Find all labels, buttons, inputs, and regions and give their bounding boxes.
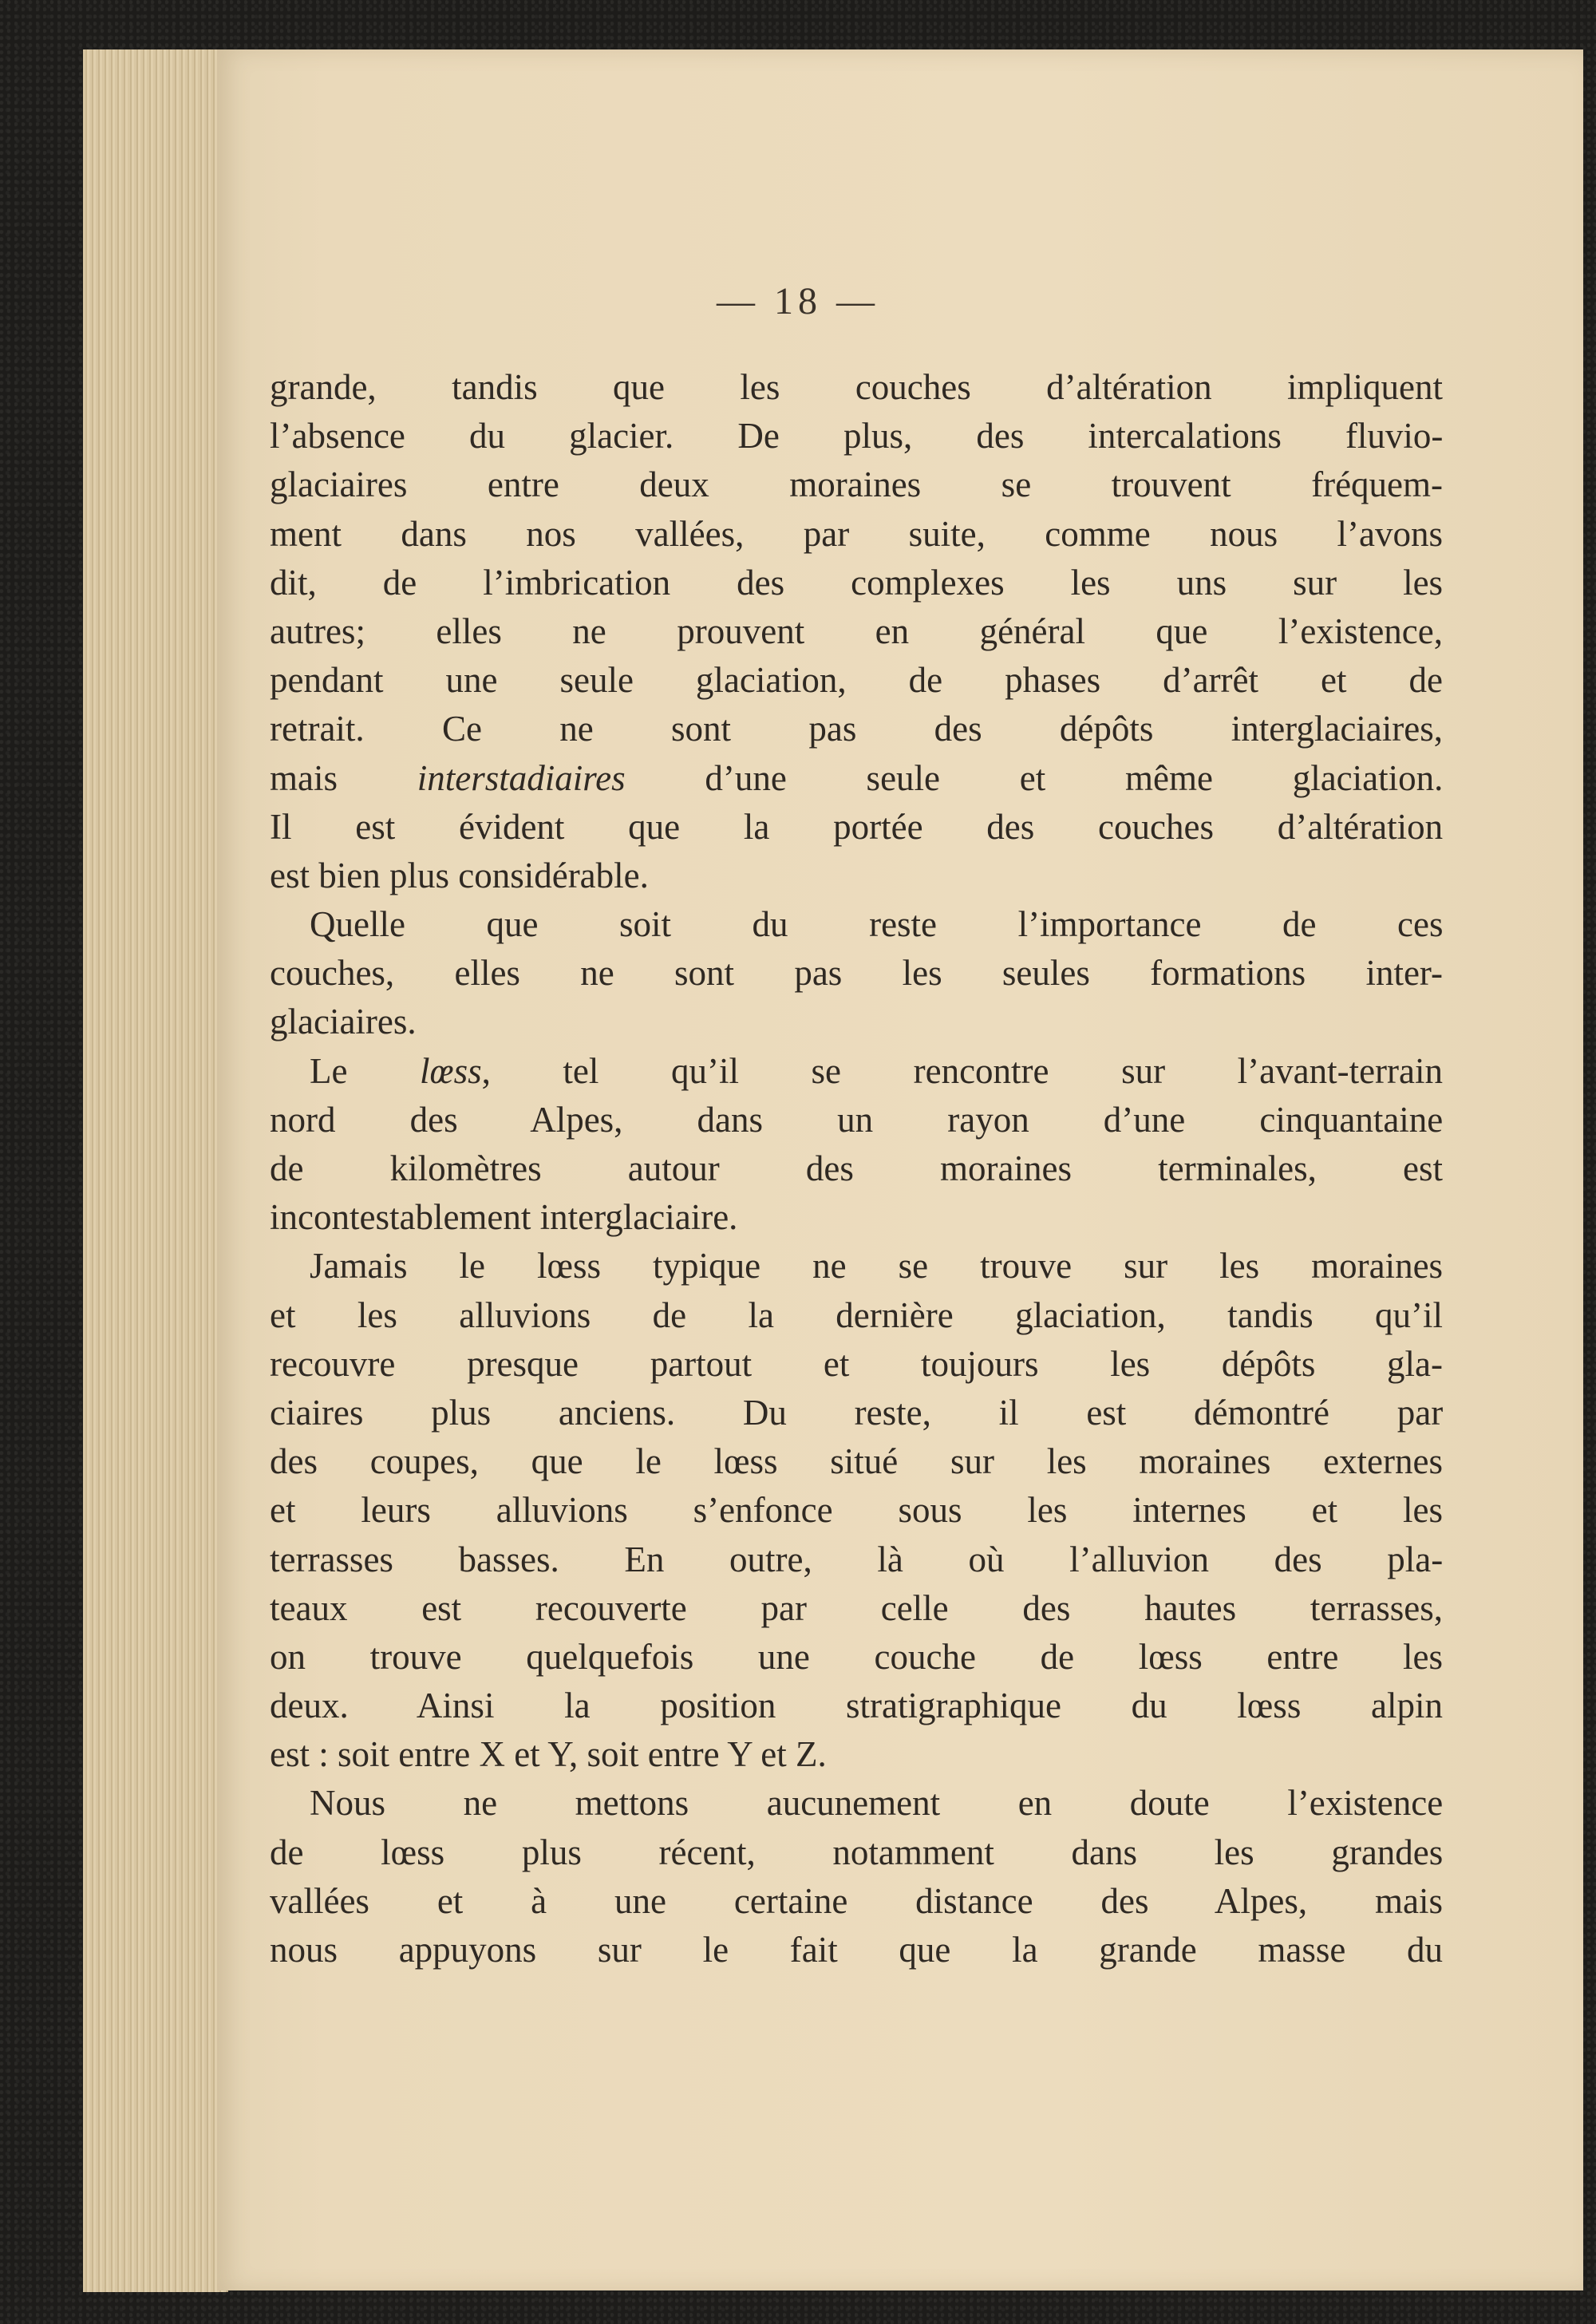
text-line: teaux est recouverte par celle des hautes terrasses, xyxy=(270,1587,1443,1628)
text-line: on trouve quelquefois une couche de lœss entre les xyxy=(270,1636,1443,1677)
text-line: et leurs alluvions s’enfonce sous les internes et les xyxy=(270,1490,1443,1531)
text-line: est : soit entre X et Y, soit entre Y et Z. xyxy=(270,1734,827,1775)
text-line: pendant une seule glaciation, de phases d’arrêt et de xyxy=(270,660,1443,701)
text-line: ciaires plus anciens. Du reste, il est démontré par xyxy=(270,1392,1444,1433)
text-line: est bien plus considérable. xyxy=(270,855,649,895)
body-text xyxy=(270,363,1443,1974)
text-line: vallées et à une certaine distance des Alpes, mais xyxy=(270,1880,1443,1921)
page-number: — 18 — xyxy=(717,280,879,322)
text-line: Nous ne mettons aucunement en doute l’existence xyxy=(310,1783,1444,1824)
text-line: deux. Ainsi la position stratigraphique du lœss alpin xyxy=(270,1686,1443,1726)
text-line: des coupes, que le lœss situé sur les moraines externes xyxy=(270,1441,1443,1482)
text-line: terrasses basses. En outre, là où l’alluvion des pla- xyxy=(270,1539,1444,1579)
text-line: glaciaires entre deux moraines se trouvent fréquem- xyxy=(270,464,1443,505)
text-line: Le lœss, tel qu’il se rencontre sur l’avant-terrain xyxy=(310,1050,1443,1091)
text-line: de lœss plus récent, notamment dans les grandes xyxy=(270,1832,1444,1872)
text-line: Il est évident que la portée des couches d’altération xyxy=(270,806,1444,847)
text-line: incontestablement interglaciaire. xyxy=(270,1197,738,1238)
text-line: nord des Alpes, dans un rayon d’une cinquantaine xyxy=(270,1099,1444,1140)
text-line: couches, elles ne sont pas les seules formations inter- xyxy=(270,953,1443,994)
text-line: mais interstadiaires d’une seule et même glaciation. xyxy=(270,757,1444,798)
text-line: Jamais le lœss typique ne se trouve sur les moraines xyxy=(310,1246,1444,1286)
text-line: grande, tandis que les couches d’altération impliquent xyxy=(270,367,1443,407)
italic-term: interstadiaires xyxy=(417,757,626,798)
text-line: Quelle que soit du reste l’importance de ces xyxy=(310,904,1444,945)
italic-term: lœss xyxy=(420,1050,482,1091)
text-line: glaciaires. xyxy=(270,1002,417,1042)
text-line: ment dans nos vallées, par suite, comme nous l’avons xyxy=(270,513,1443,554)
text-line: dit, de l’imbrication des complexes les uns sur les xyxy=(270,562,1444,603)
text-line: nous appuyons sur le fait que la grande masse du xyxy=(270,1930,1444,1970)
text-line: et les alluvions de la dernière glaciation, tandis qu’il xyxy=(270,1294,1443,1335)
text-line: de kilomètres autour des moraines terminales, est xyxy=(270,1148,1443,1188)
text-line: recouvre presque partout et toujours les dépôts gla- xyxy=(270,1343,1443,1384)
text-line: autres; elles ne prouvent en général que l’existence, xyxy=(270,611,1443,651)
text-line: retrait. Ce ne sont pas des dépôts interglaciaires, xyxy=(270,709,1443,749)
text-line: l’absence du glacier. De plus, des intercalations fluvio- xyxy=(270,416,1444,457)
page-edges xyxy=(83,49,228,2292)
